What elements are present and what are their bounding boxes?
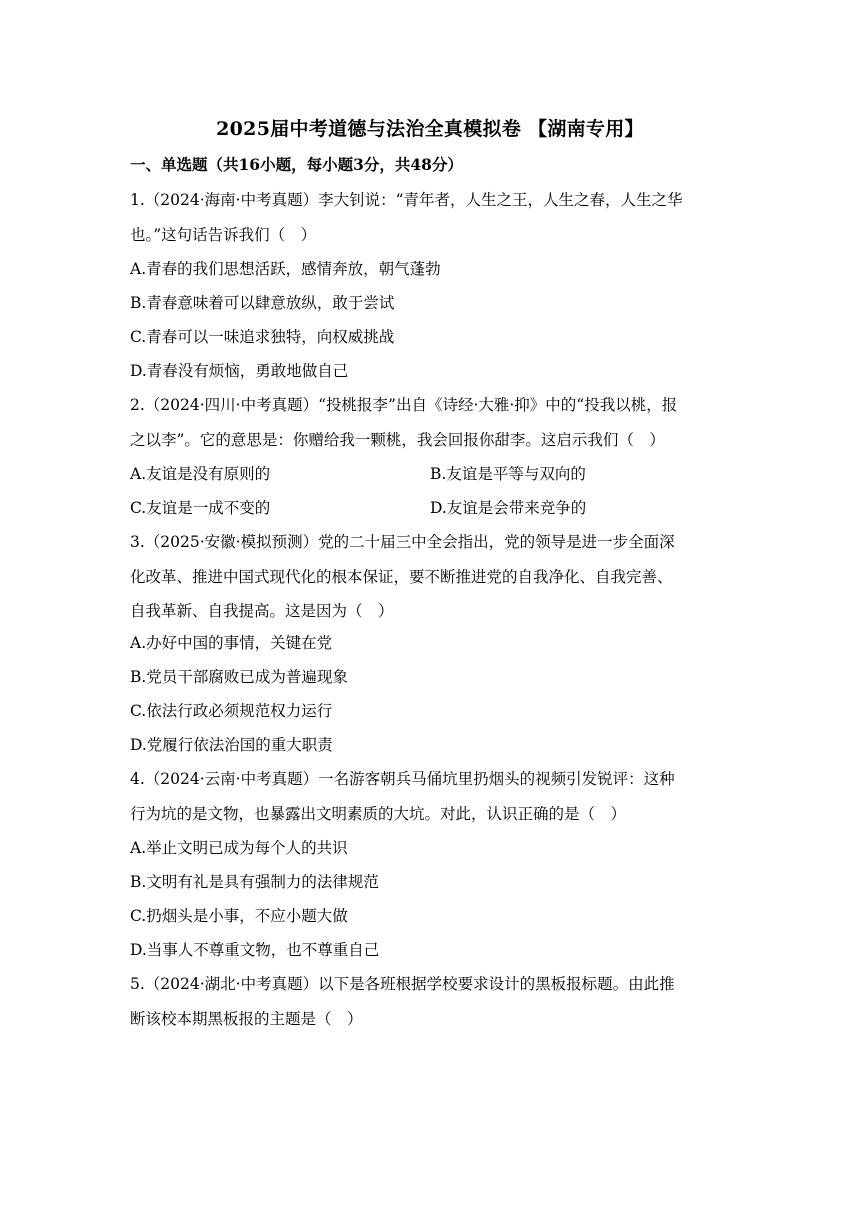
question-2-stem-line-1: 2.（2024·四川·中考真题）“投桃报李”出自《诗经·大雅·抑》中的“投我以桃，报 [130, 396, 678, 414]
question-1-option-a: A.青春的我们思想活跃，感情奔放，朝气蓬勃 [130, 260, 441, 278]
question-2-option-b: B.友谊是平等与双向的 [430, 465, 586, 483]
question-1-option-b: B.青春意味着可以肆意放纵，敢于尝试 [130, 294, 395, 312]
question-4-stem-line-2: 行为坑的是文物，也暴露出文明素质的大坑。对此，认识正确的是（ ） [130, 805, 627, 823]
question-1-stem-line-2: 也。”这句话告诉我们（ ） [130, 226, 317, 244]
question-1-option-c: C.青春可以一味追求独特，向权威挑战 [130, 328, 395, 346]
question-2-option-c: C.友谊是一成不变的 [130, 499, 271, 517]
question-2-option-d: D.友谊是会带来竞争的 [430, 499, 587, 517]
question-5-stem-line-2: 断该校本期黑板报的主题是（ ） [130, 1010, 363, 1028]
question-3-stem-line-3: 自我革新、自我提高。这是因为（ ） [130, 602, 394, 620]
question-1-option-d: D.青春没有烦恼，勇敢地做自己 [130, 362, 349, 380]
question-4-option-c: C.扔烟头是小事，不应小题大做 [130, 907, 348, 925]
question-4-option-b: B.文明有礼是具有强制力的法律规范 [130, 873, 379, 891]
question-3-option-c: C.依法行政必须规范权力运行 [130, 702, 333, 720]
question-3-stem-line-2: 化改革、推进中国式现代化的根本保证，要不断推进党的自我净化、自我完善、 [130, 568, 673, 586]
question-4-option-a: A.举止文明已成为每个人的共识 [130, 839, 348, 857]
question-1-stem-line-1: 1.（2024·海南·中考真题）李大钊说：“青年者，人生之王，人生之春，人生之华 [130, 191, 683, 209]
question-3-option-b: B.党员干部腐败已成为普遍现象 [130, 668, 348, 686]
question-3-stem-line-1: 3.（2025·安徽·模拟预测）党的二十届三中全会指出，党的领导是进一步全面深 [130, 533, 675, 551]
question-4-stem-line-1: 4.（2024·云南·中考真题）一名游客朝兵马俑坑里扔烟头的视频引发锐评：这种 [130, 770, 675, 788]
document-title: 2025届中考道德与法治全真模拟卷 【湖南专用】 [216, 118, 644, 140]
question-3-option-d: D.党履行依法治国的重大职责 [130, 736, 333, 754]
question-3-option-a: A.办好中国的事情，关键在党 [130, 634, 333, 652]
question-2-stem-line-2: 之以李”。它的意思是：你赠给我一颗桃，我会回报你甜李。这启示我们（ ） [130, 431, 665, 449]
question-2-option-a: A.友谊是没有原则的 [130, 465, 271, 483]
question-5-stem-line-1: 5.（2024·湖北·中考真题）以下是各班根据学校要求设计的黑板报标题。由此推 [130, 975, 675, 993]
question-4-option-d: D.当事人不尊重文物，也不尊重自己 [130, 941, 380, 959]
section-header: 一、单选题（共16小题，每小题3分，共48分） [130, 155, 463, 174]
